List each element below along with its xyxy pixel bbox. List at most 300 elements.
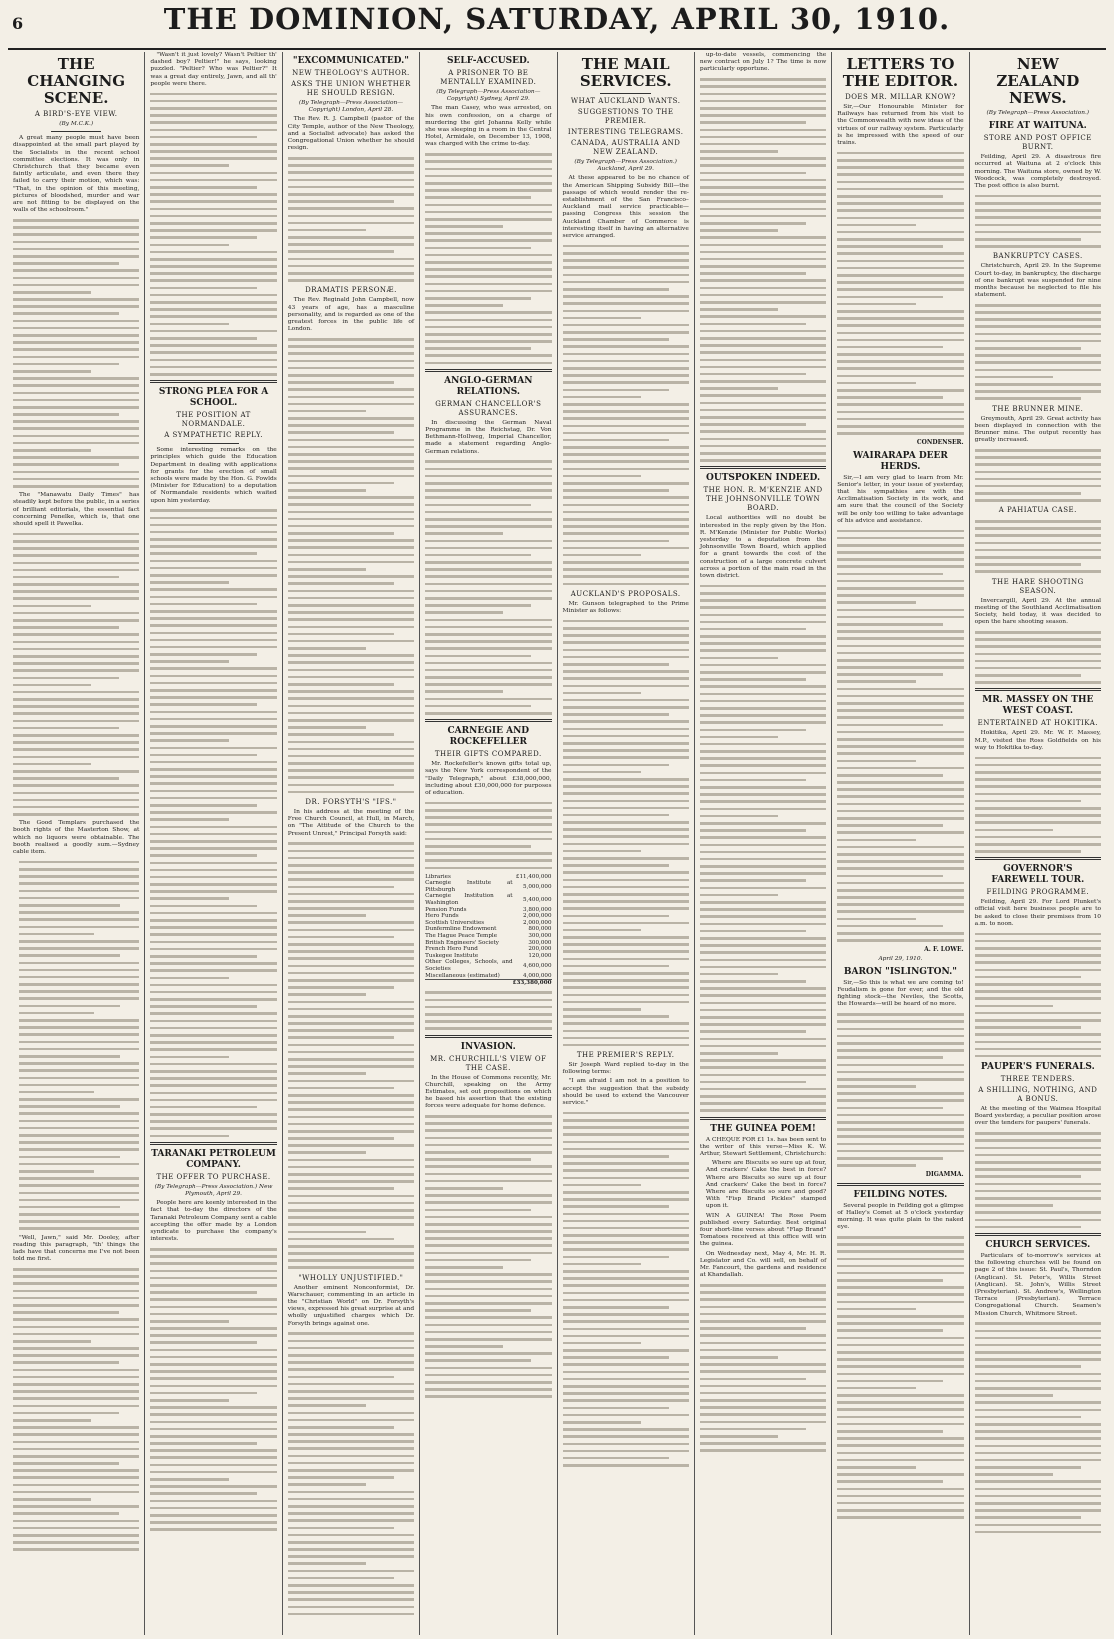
text-line xyxy=(425,547,551,550)
text-line xyxy=(150,675,276,678)
text-line xyxy=(975,1423,1101,1426)
text-line xyxy=(837,889,963,892)
text-line xyxy=(288,503,414,506)
text-line xyxy=(288,1347,414,1350)
text-line xyxy=(288,1455,414,1458)
gift-name: Carnegie Institute at Pittsburgh xyxy=(425,880,513,893)
divider xyxy=(51,131,102,132)
text-line xyxy=(975,1168,1101,1171)
gift-value: 5,400,000 xyxy=(523,896,552,903)
fire-subheading: STORE AND POST OFFICE BURNT. xyxy=(983,134,1092,152)
anglo-german-subheading: GERMAN CHANCELLOR'S ASSURANCES. xyxy=(435,399,542,417)
text-line xyxy=(150,1048,276,1051)
text-line xyxy=(563,1363,689,1366)
text-line xyxy=(13,1548,139,1551)
text-line xyxy=(288,467,414,470)
text-line xyxy=(975,304,1101,307)
gift-name: French Hero Fund xyxy=(425,946,478,953)
text-line xyxy=(975,976,1081,979)
text-line xyxy=(13,691,139,694)
text-line xyxy=(563,785,689,788)
text-line xyxy=(150,897,228,900)
text-line xyxy=(975,1033,1101,1036)
text-line xyxy=(837,1344,963,1347)
text-line xyxy=(150,1356,276,1359)
column-7 xyxy=(832,52,969,1635)
text-line xyxy=(19,933,94,936)
text-line xyxy=(700,380,826,383)
text-line xyxy=(288,1361,414,1364)
text-line xyxy=(19,1077,139,1080)
text-line xyxy=(19,1005,120,1008)
text-line xyxy=(425,268,551,271)
text-line xyxy=(13,1441,139,1444)
text-line xyxy=(837,1258,963,1261)
text-line xyxy=(288,726,366,729)
text-line xyxy=(975,1495,1101,1498)
text-line xyxy=(700,1406,826,1409)
article-paragraph: At these appeared to be no chance of the American Shipping Subsidy Bill—the passage of which would render the re-establishment of the San Francisco–Auckland mail service practicable—passing Congress this session the Auckland Chamber of Commerce is interesting itself in having an alternative service arranged. xyxy=(562,175,689,240)
text-line xyxy=(837,609,963,612)
text-line xyxy=(700,164,826,167)
text-line xyxy=(975,478,1101,481)
text-line xyxy=(975,983,1101,986)
mail-services-subheading-2: SUGGESTIONS TO THE PREMIER. xyxy=(577,108,674,125)
text-line xyxy=(563,965,669,968)
text-line xyxy=(837,432,963,435)
text-line xyxy=(150,754,256,757)
text-line xyxy=(700,1342,826,1345)
text-line xyxy=(700,944,826,947)
article-paragraph: "Wasn't it just lovely? Wasn't Peltier th' dashed boy? Peltier!" he says, looking puzzled. "Peltier? Who was Peltier?" It was a great day entirely, Jawn, and all th' people were there. xyxy=(150,52,277,87)
article-paragraph: "Well, Jawn," said Mr. Dooley, after reading this paragraph, "th' things the lads have that concerns me I've not been told me first. xyxy=(13,1234,140,1263)
text-line xyxy=(837,932,963,935)
text-line xyxy=(563,864,669,867)
changing-scene-subheading: A BIRD'S-EYE VIEW. xyxy=(34,110,118,118)
text-line xyxy=(700,1102,826,1105)
text-line xyxy=(13,705,139,708)
text-line xyxy=(150,632,276,635)
fire-heading: FIRE AT WAITUNA. xyxy=(988,121,1087,132)
text-line xyxy=(19,868,139,871)
text-line xyxy=(975,1401,1101,1404)
text-line xyxy=(288,929,414,932)
text-line xyxy=(700,143,826,146)
text-line xyxy=(19,1033,139,1036)
text-line xyxy=(837,1085,915,1088)
text-line xyxy=(150,639,276,642)
text-line xyxy=(837,1488,963,1491)
text-line xyxy=(13,1405,139,1408)
text-line xyxy=(975,1416,1081,1419)
text-line xyxy=(563,1184,641,1187)
text-line xyxy=(425,489,551,492)
text-line xyxy=(700,994,826,997)
text-line xyxy=(288,453,414,456)
divider xyxy=(150,380,276,383)
text-line xyxy=(563,713,669,716)
text-line xyxy=(563,302,689,305)
text-line xyxy=(563,1015,669,1018)
text-line xyxy=(13,669,139,672)
taranaki-heading: TARANAKI PETROLEUM COMPANY. xyxy=(151,1148,276,1170)
forsyth-heading: DR. FORSYTH'S "IFS." xyxy=(305,798,397,806)
text-line xyxy=(975,681,1101,684)
text-line xyxy=(288,1202,414,1205)
text-line xyxy=(288,784,394,787)
text-line xyxy=(563,1306,669,1309)
text-line xyxy=(19,954,120,957)
text-line xyxy=(425,1209,531,1212)
text-line xyxy=(975,1019,1101,1022)
letter-paragraph: Sir,—So this is what we are coming to! Feudalism is gone for ever, and the old fighting stock—the Neviles, the Scotts, the Howards—will be heard of no more. xyxy=(837,979,964,1008)
text-line xyxy=(19,1019,139,1022)
text-line xyxy=(13,626,119,629)
text-line xyxy=(700,1385,826,1388)
text-line xyxy=(150,962,276,965)
text-line xyxy=(837,558,963,561)
text-line xyxy=(700,872,826,875)
text-line xyxy=(563,699,689,702)
letter-body-text xyxy=(837,530,963,942)
text-line xyxy=(150,301,276,304)
text-line xyxy=(425,175,551,178)
text-line xyxy=(150,667,276,670)
text-line xyxy=(13,648,139,651)
text-line xyxy=(150,244,228,247)
text-line xyxy=(150,538,276,541)
text-line xyxy=(700,1074,826,1077)
text-line xyxy=(150,121,276,124)
text-line xyxy=(837,360,963,363)
text-line xyxy=(13,540,139,543)
text-line xyxy=(700,387,778,390)
text-line xyxy=(837,1416,963,1419)
text-line xyxy=(19,890,139,893)
text-line xyxy=(837,688,963,691)
text-line xyxy=(563,1399,689,1402)
text-line xyxy=(975,1204,1053,1207)
text-line xyxy=(13,533,139,536)
text-line xyxy=(837,1064,963,1067)
text-line xyxy=(150,1464,276,1467)
text-line xyxy=(700,750,826,753)
text-line xyxy=(150,1392,256,1395)
text-line xyxy=(150,818,228,821)
text-line xyxy=(837,159,963,162)
carnegie-heading: CARNEGIE AND ROCKEFELLER xyxy=(447,726,530,748)
text-line xyxy=(288,561,414,564)
text-line xyxy=(975,1055,1101,1058)
text-line xyxy=(288,1065,414,1068)
column-6 xyxy=(695,52,832,1635)
text-line xyxy=(288,907,414,910)
text-line xyxy=(288,762,414,765)
text-line xyxy=(700,966,826,969)
text-line xyxy=(150,1070,276,1073)
text-line xyxy=(150,1377,276,1380)
gift-name: Tuskegee Institute xyxy=(425,952,479,959)
text-line xyxy=(13,226,139,229)
text-line xyxy=(150,1135,228,1138)
text-line xyxy=(563,986,689,989)
text-line xyxy=(13,377,139,380)
text-line xyxy=(150,229,276,232)
text-line xyxy=(425,1194,551,1197)
text-line xyxy=(700,721,826,724)
article-body-text xyxy=(975,757,1101,853)
text-line xyxy=(288,1591,414,1594)
text-line xyxy=(700,1045,826,1048)
text-line xyxy=(150,1428,276,1431)
text-line xyxy=(975,361,1101,364)
text-line xyxy=(288,1332,414,1335)
text-line xyxy=(425,597,551,600)
text-line xyxy=(837,1164,915,1167)
text-line xyxy=(563,410,689,413)
text-line xyxy=(563,403,689,406)
text-line xyxy=(700,671,826,674)
text-line xyxy=(563,1191,689,1194)
text-line xyxy=(975,631,1101,634)
divider xyxy=(700,466,826,469)
text-line xyxy=(288,1598,414,1601)
text-line xyxy=(288,842,414,845)
text-line xyxy=(837,1444,963,1447)
text-line xyxy=(425,1151,551,1154)
text-line xyxy=(150,1413,276,1416)
text-line xyxy=(563,1037,689,1040)
text-line xyxy=(150,279,276,282)
article-paragraph: On Wednesday next, May 4, Mr. H. R. Legislator and Co. will sell, on behalf of Mr. Fancourt, the gardens and residence at Khandallah. xyxy=(699,1250,827,1279)
text-line xyxy=(19,1177,139,1180)
text-line xyxy=(700,973,778,976)
text-line xyxy=(563,1292,689,1295)
text-line xyxy=(288,690,414,693)
text-line xyxy=(837,918,915,921)
text-line xyxy=(837,810,963,813)
text-line xyxy=(700,344,826,347)
text-line xyxy=(563,1457,669,1460)
text-line xyxy=(150,100,276,103)
text-line xyxy=(288,403,414,406)
gift-row xyxy=(425,920,551,927)
text-line xyxy=(700,193,826,196)
text-line xyxy=(150,1406,276,1409)
text-line xyxy=(150,1349,276,1352)
text-line xyxy=(150,696,276,699)
text-line xyxy=(563,374,689,377)
text-line xyxy=(150,596,276,599)
text-line xyxy=(13,806,139,809)
text-line xyxy=(288,539,414,542)
text-line xyxy=(19,983,139,986)
text-line xyxy=(19,1105,120,1108)
text-line xyxy=(288,965,414,968)
text-line xyxy=(563,1385,689,1388)
text-line xyxy=(563,561,689,564)
text-line xyxy=(288,1101,414,1104)
text-line xyxy=(425,1288,551,1291)
text-line xyxy=(150,1478,228,1481)
text-line xyxy=(288,1195,414,1198)
text-line xyxy=(425,1280,551,1283)
text-line xyxy=(563,929,641,932)
text-line xyxy=(563,907,689,910)
text-line xyxy=(425,867,551,870)
text-line xyxy=(563,345,689,348)
text-line xyxy=(975,347,1081,350)
article-body-text xyxy=(13,533,139,816)
gift-row xyxy=(425,953,551,960)
text-line xyxy=(19,1127,139,1130)
text-line xyxy=(13,291,91,294)
text-line xyxy=(975,850,1081,853)
text-line xyxy=(700,1435,778,1438)
text-line xyxy=(425,333,551,336)
text-line xyxy=(563,720,689,723)
text-line xyxy=(837,1243,963,1246)
text-line xyxy=(837,339,963,342)
article-paragraph: Sir Joseph Ward replied to-day in the following terms: xyxy=(562,1062,689,1076)
text-line xyxy=(288,1613,414,1616)
text-line xyxy=(975,333,1101,336)
text-line xyxy=(563,1162,689,1165)
text-line xyxy=(975,318,1101,321)
text-line xyxy=(150,869,276,872)
article-body-text xyxy=(150,509,276,1137)
text-line xyxy=(975,520,1101,523)
text-line xyxy=(563,871,689,874)
text-line xyxy=(150,337,256,340)
text-line xyxy=(288,1555,414,1558)
text-line xyxy=(700,459,826,462)
text-line xyxy=(150,797,276,800)
text-line xyxy=(150,660,228,663)
text-line xyxy=(19,976,139,979)
text-line xyxy=(13,1412,119,1415)
text-line xyxy=(288,748,414,751)
pahiatua-heading: A PAHIATUA CASE. xyxy=(998,506,1077,515)
text-line xyxy=(150,93,276,96)
text-line xyxy=(150,294,276,297)
text-line xyxy=(150,933,276,936)
text-line xyxy=(700,136,826,139)
text-line xyxy=(19,861,139,864)
text-line xyxy=(150,373,276,376)
text-line xyxy=(837,375,963,378)
text-line xyxy=(150,509,276,512)
text-line xyxy=(425,690,503,693)
text-line xyxy=(700,121,806,124)
carnegie-subheading: THEIR GIFTS COMPARED. xyxy=(434,750,542,759)
self-accused-subheading: A PRISONER TO BE MENTALLY EXAMINED. xyxy=(440,69,537,86)
text-line xyxy=(150,359,276,362)
text-line xyxy=(13,262,119,265)
baron-islington-heading: BARON "ISLINGTON." xyxy=(843,966,957,977)
text-line xyxy=(288,1080,414,1083)
text-line xyxy=(13,1311,119,1314)
article-body-text xyxy=(563,620,689,1047)
text-line xyxy=(13,784,139,787)
text-line xyxy=(19,1048,139,1051)
text-line xyxy=(563,792,689,795)
text-line xyxy=(425,1381,551,1384)
article-body-text xyxy=(13,1268,139,1551)
text-line xyxy=(425,347,531,350)
gift-row xyxy=(425,874,551,881)
text-line xyxy=(563,496,689,499)
text-line xyxy=(425,1180,551,1183)
text-line xyxy=(13,684,91,687)
text-line xyxy=(150,143,276,146)
text-line xyxy=(425,468,551,471)
text-line xyxy=(975,1139,1101,1142)
text-line xyxy=(150,840,276,843)
article-paragraph: The Rev. Reginald John Campbell, now 43 years of age, has a masculine personality, and is regarded as one of the greatest forces in the public life of London. xyxy=(287,297,415,333)
article-body-text xyxy=(425,460,551,714)
text-line xyxy=(700,599,826,602)
text-line xyxy=(700,1378,806,1381)
text-line xyxy=(975,1161,1101,1164)
text-line xyxy=(700,93,826,96)
text-line xyxy=(700,621,826,624)
text-line xyxy=(975,954,1101,957)
text-line xyxy=(837,403,963,406)
article-paragraph: A CHEQUE FOR £1 1s. has been sent to the writer of this verse—Miss K. W. Arthur, Stewart Settlement, Christchurch: xyxy=(699,1136,827,1158)
text-line xyxy=(425,304,503,307)
article-paragraph: In the House of Commons recently, Mr. Churchill, speaking on the Army Estimates, set out propositions on which he based his assertion that the existing forces were adequate for home defence. xyxy=(425,1074,552,1110)
text-line xyxy=(425,168,551,171)
text-line xyxy=(563,1241,689,1244)
text-line xyxy=(150,1306,276,1309)
text-line xyxy=(563,1169,689,1172)
text-line xyxy=(837,587,963,590)
text-line xyxy=(425,838,551,841)
text-line xyxy=(150,1313,276,1316)
text-line xyxy=(150,775,276,778)
text-line xyxy=(563,649,689,652)
text-line xyxy=(150,955,256,958)
gift-name: The Hague Peace Temple xyxy=(425,933,498,940)
text-line xyxy=(700,1392,826,1395)
text-line xyxy=(563,252,689,255)
text-line xyxy=(288,1166,414,1169)
text-line xyxy=(288,388,414,391)
text-line xyxy=(288,417,414,420)
mail-services-subheading-4: CANADA, AUSTRALIA AND NEW ZEALAND. xyxy=(570,139,681,156)
text-line xyxy=(13,277,139,280)
text-line xyxy=(288,1072,366,1075)
text-line xyxy=(975,1437,1101,1440)
text-line xyxy=(150,164,228,167)
text-line xyxy=(288,1570,414,1573)
text-line xyxy=(975,1516,1081,1519)
text-line xyxy=(837,630,963,633)
text-line xyxy=(19,918,139,921)
text-line xyxy=(563,274,689,277)
text-line xyxy=(700,592,826,595)
text-line xyxy=(700,915,826,918)
text-line xyxy=(288,921,414,924)
text-line xyxy=(13,1505,139,1508)
text-line xyxy=(425,211,551,214)
taranaki-byline: (By Telegraph—Press Association.) New Plymouth, April 29. xyxy=(154,1183,273,1198)
text-line xyxy=(975,1219,1101,1222)
text-line xyxy=(700,851,826,854)
text-line xyxy=(425,239,551,242)
text-line xyxy=(150,114,276,117)
